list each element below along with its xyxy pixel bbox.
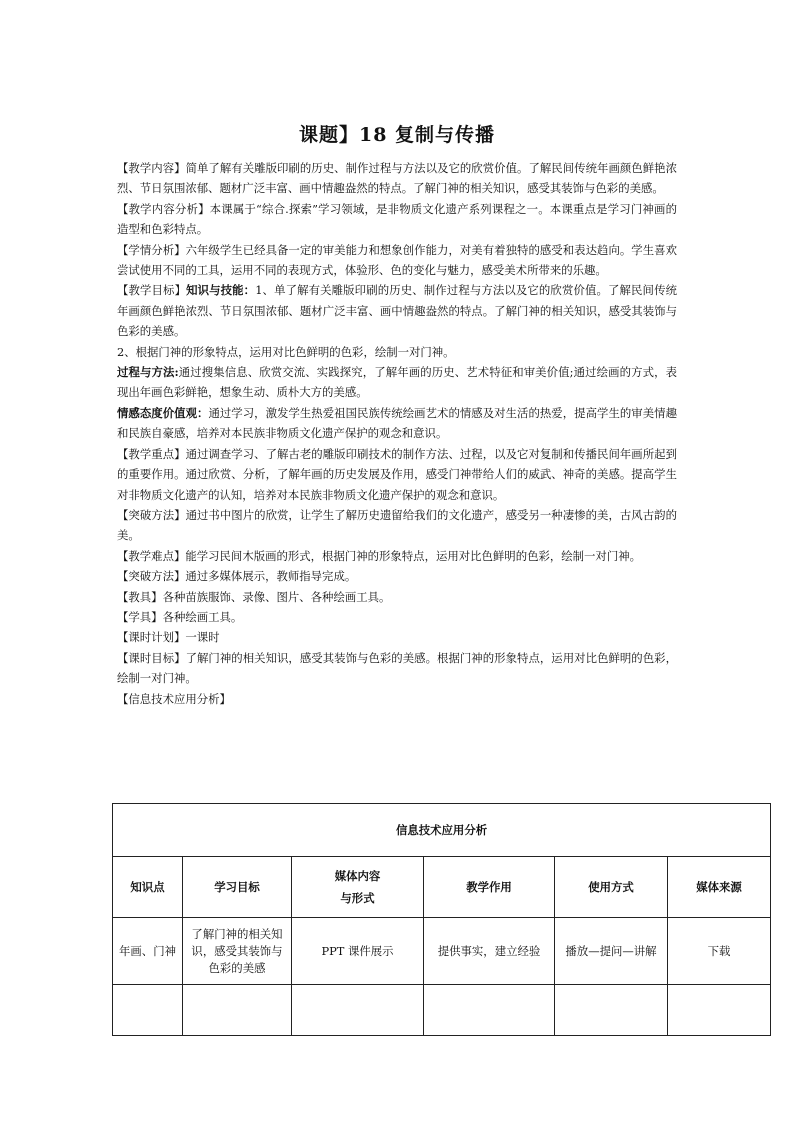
para-student-analysis bbox=[117, 240, 677, 281]
table-cell: 下载 bbox=[668, 918, 771, 985]
table-row bbox=[113, 985, 771, 1036]
para-text: 各种苗族服饰、录像、图片、各种绘画工具。 bbox=[162, 589, 391, 604]
table-title-row bbox=[113, 804, 771, 857]
table-cell: 播放—提问—讲解 bbox=[555, 918, 668, 985]
para-label: 过程与方法: bbox=[117, 365, 179, 380]
para-goal-2 bbox=[117, 342, 677, 362]
para-label: 【学具】 bbox=[117, 609, 163, 624]
table-cell: 提供事实，建立经验 bbox=[424, 918, 555, 985]
table-cell bbox=[424, 985, 555, 1036]
table-cell: 了解门神的相关知识，感受其装饰与色彩的美感 bbox=[183, 918, 292, 985]
para-lesson-goal bbox=[117, 648, 677, 689]
table-row bbox=[113, 918, 771, 985]
page-title: 课题】18 复制与传播 bbox=[298, 124, 496, 146]
table-header-row bbox=[113, 857, 771, 918]
para-label: 【突破方法】 bbox=[117, 507, 186, 522]
para-emotion-values bbox=[117, 403, 677, 444]
para-sublabel: 知识与技能： bbox=[186, 283, 256, 298]
para-process-method bbox=[117, 362, 677, 403]
para-text: 通过书中图片的欣赏，让学生了解历史遗留给我们的文化遗产，感受另一种凄惨的美，古风古韵的美。 bbox=[117, 507, 677, 543]
para-label: 【课时目标】 bbox=[117, 650, 186, 665]
para-label: 【教学内容】 bbox=[117, 161, 186, 175]
table-cell bbox=[668, 985, 771, 1036]
para-lesson-plan bbox=[117, 627, 677, 647]
it-analysis-table bbox=[112, 803, 771, 1036]
para-label: 【学情分析】 bbox=[117, 242, 186, 257]
para-breakthrough-2 bbox=[117, 566, 677, 586]
table-title: 信息技术应用分析 bbox=[113, 804, 771, 857]
para-it-analysis bbox=[117, 689, 677, 709]
header-cell: 媒体内容 与形式 bbox=[292, 857, 424, 918]
para-teaching-goal bbox=[117, 280, 677, 341]
para-text: 能学习民间木版画的形式，根据门神的形象特点，运用对比色鲜明的色彩，绘制一对门神。 bbox=[185, 548, 641, 563]
para-breakthrough-1 bbox=[117, 505, 677, 546]
table-cell bbox=[292, 985, 424, 1036]
para-text: 一课时 bbox=[185, 630, 220, 645]
para-text: 通过多媒体展示，教师指导完成。 bbox=[185, 569, 357, 584]
para-label: 【突破方法】 bbox=[117, 569, 186, 584]
para-text: 简单了解有关雕版印刷的历史、制作过程与方法以及它的欣赏价值。了解民间传统年画颜色鲜艳浓烈、节日氛围浓郁、题材广泛丰富、画中情趣盎然的特点。了解门神的相关知识，感受其装饰与色彩的美感。 bbox=[117, 161, 677, 196]
table-cell bbox=[113, 985, 183, 1036]
para-key-points bbox=[117, 444, 677, 505]
para-text: 通过学习，激发学生热爱祖国民族传统绘画艺术的情感及对生活的热爱，提高学生的审美情趣和民族自豪感，培养对本民族非物质文化遗产保护的观念和意识。 bbox=[117, 405, 677, 441]
para-text: 本课属于“综合.探索”学习领域，是非物质文化遗产系列课程之一。本课重点是学习门神画的造型和色彩特点。 bbox=[117, 201, 677, 237]
para-label: 【课时计划】 bbox=[117, 630, 186, 645]
table-cell bbox=[183, 985, 292, 1036]
para-difficulty bbox=[117, 546, 677, 566]
table-cell bbox=[555, 985, 668, 1036]
header-cell: 知识点 bbox=[113, 857, 183, 918]
para-text: 六年级学生已经具备一定的审美能力和想象创作能力，对美有着独特的感受和表达趋向。学生喜欢尝试使用不同的工具，运用不同的表现方式，体验形、色的变化与魅力，感受美术所带来的乐趣。 bbox=[117, 242, 677, 278]
para-content-analysis bbox=[117, 199, 677, 240]
header-cell: 使用方式 bbox=[555, 857, 668, 918]
para-label: 情感态度价值观： bbox=[117, 405, 209, 420]
header-cell: 教学作用 bbox=[424, 857, 555, 918]
para-label: 【教学目标】 bbox=[117, 283, 187, 298]
para-teaching-content bbox=[117, 158, 677, 199]
lesson-body bbox=[117, 158, 677, 709]
para-teaching-aids bbox=[117, 587, 677, 607]
para-text: 各种绘画工具。 bbox=[162, 609, 243, 624]
para-label: 【信息技术应用分析】 bbox=[117, 691, 231, 706]
header-cell: 媒体来源 bbox=[668, 857, 771, 918]
para-label: 【教学重点】 bbox=[117, 446, 186, 461]
table-cell: PPT 课件展示 bbox=[292, 918, 424, 985]
para-text: 了解门神的相关知识，感受其装饰与色彩的美感。根据门神的形象特点，运用对比色鲜明的色彩，绘制一对门神。 bbox=[117, 650, 677, 686]
para-text: 2、根据门神的形象特点，运用对比色鲜明的色彩，绘制一对门神。 bbox=[117, 344, 455, 359]
header-cell: 学习目标 bbox=[183, 857, 292, 918]
table-cell: 年画、门神 bbox=[113, 918, 183, 985]
para-learning-tools bbox=[117, 607, 677, 627]
para-text: 通过搜集信息、欣赏交流、实践探究，了解年画的历史、艺术特征和审美价值;通过绘画的方式，表现出年画色彩鲜艳，想象生动、质朴大方的美感。 bbox=[117, 365, 677, 400]
para-text: 1、单了解有关雕版印刷的历史、制作过程与方法以及它的欣赏价值。了解民间传统年画颜色鲜艳浓烈、节日氛围浓郁、题材广泛丰富、画中情趣盎然的特点。了解门神的相关知识，感受其装饰与色彩的美感。 bbox=[117, 283, 677, 339]
para-text: 通过调查学习、了解古老的雕版印刷技术的制作方法、过程，以及它对复制和传播民间年画所起到的重要作用。通过欣赏、分析，了解年画的历史发展及作用，感受门神带给人们的威武、神奇的美感。提高学生对非物质文化遗产的认知，培养对本民族非物质文化遗产保护的观念和意识。 bbox=[117, 446, 677, 502]
para-label: 【教学难点】 bbox=[117, 548, 186, 563]
para-label: 【教具】 bbox=[117, 589, 163, 604]
para-label: 【教学内容分析】 bbox=[117, 201, 210, 216]
